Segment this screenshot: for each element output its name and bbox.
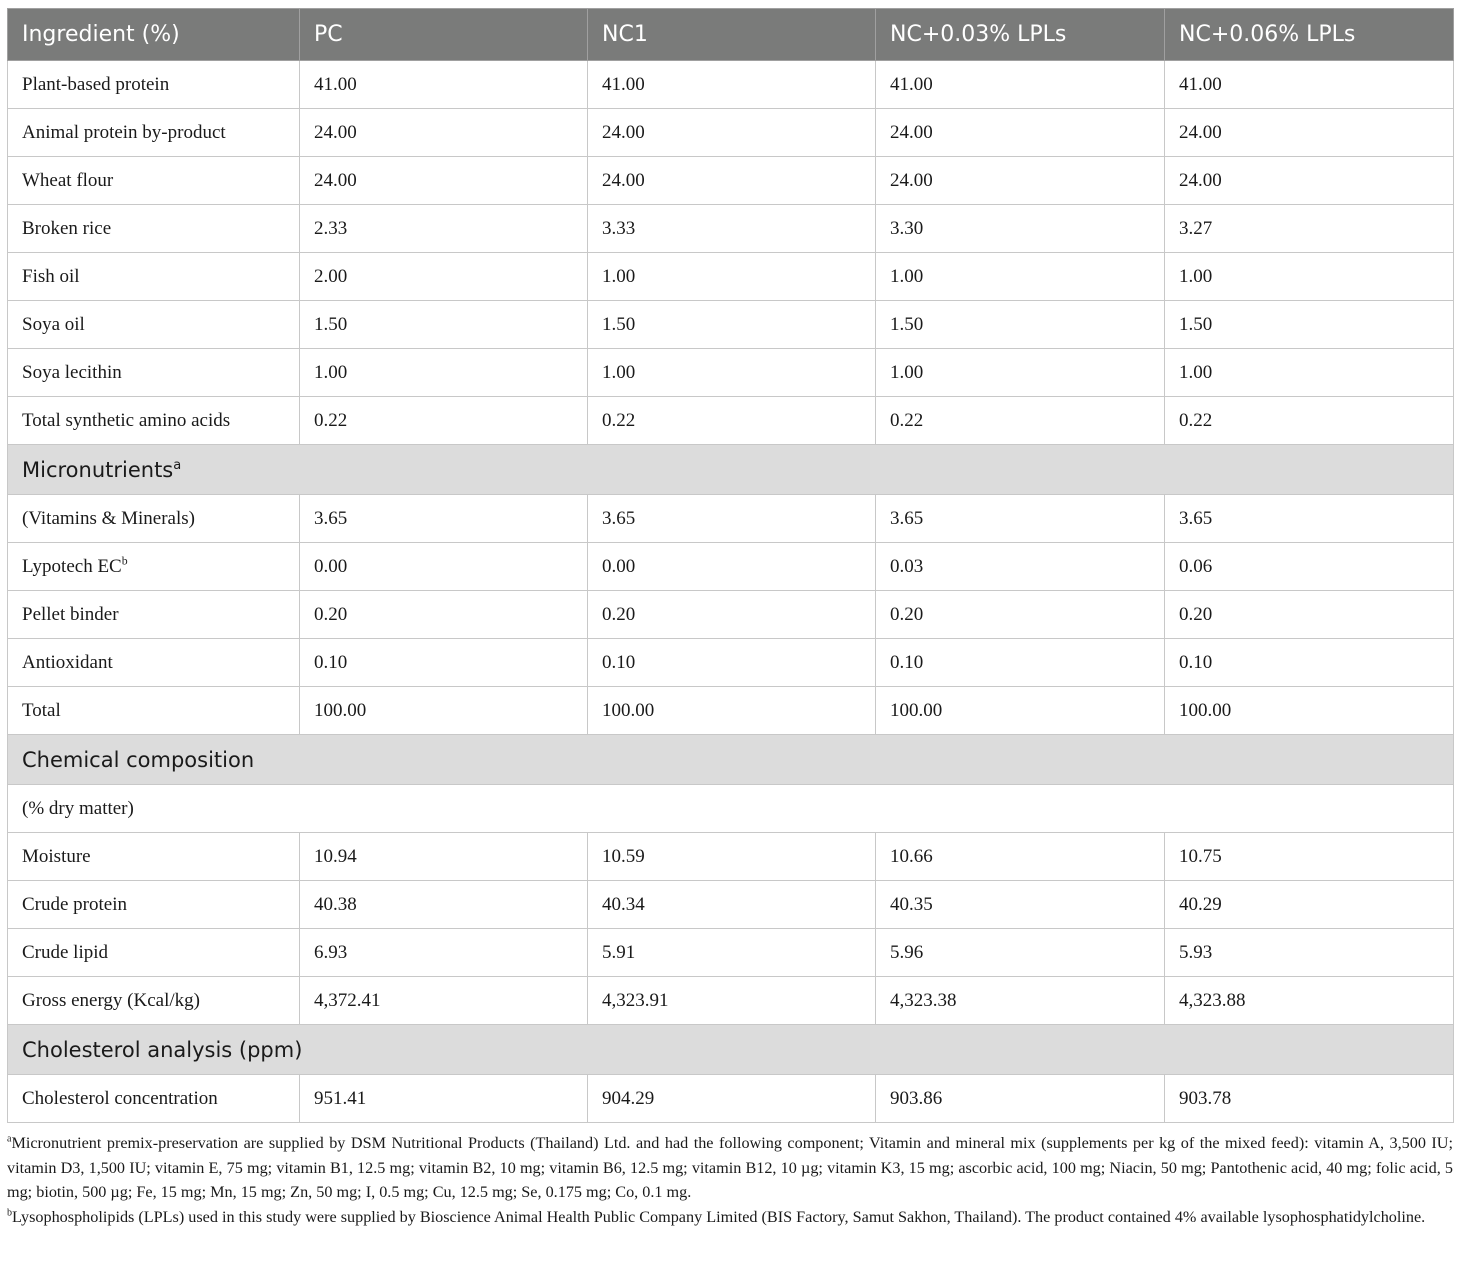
cell-value: 24.00 <box>876 157 1165 205</box>
cell-value: 40.35 <box>876 881 1165 929</box>
diet-composition-table-wrapper <box>7 8 1453 1123</box>
cell-value: 5.91 <box>588 929 876 977</box>
table-row <box>8 349 1454 397</box>
subheader-dry-matter: (% dry matter) <box>8 785 1454 833</box>
table-row <box>8 205 1454 253</box>
row-label-text: Lypotech EC <box>22 555 122 577</box>
cell-value: 3.65 <box>300 495 588 543</box>
table-row <box>8 591 1454 639</box>
cell-value: 0.10 <box>300 639 588 687</box>
cell-value: 0.20 <box>876 591 1165 639</box>
cell-value: 10.75 <box>1165 833 1454 881</box>
table-row <box>8 833 1454 881</box>
section-title: Cholesterol analysis (ppm) <box>8 1025 1454 1075</box>
table-row <box>8 253 1454 301</box>
cell-value: 4,372.41 <box>300 977 588 1025</box>
row-label: Wheat flour <box>8 157 300 205</box>
cell-value: 1.00 <box>588 253 876 301</box>
cell-value: 100.00 <box>1165 687 1454 735</box>
row-label: Total <box>8 687 300 735</box>
header-ingredient: Ingredient (%) <box>8 9 300 61</box>
row-label: Crude protein <box>8 881 300 929</box>
cell-value: 24.00 <box>588 157 876 205</box>
footnote-text: Micronutrient premix-preservation are supplied by DSM Nutritional Products (Thailand) Ltd. and had the following component; Vitamin and mineral mix (supplements per kg of the mixed feed): vitamin A, 3,500 IU; vitamin D3, 1,500 IU; vitamin E, 75 mg; vitamin B1, 12.5 mg; vitamin B2, 10 mg; vitamin B6, 12.5 mg; vitamin B12, 10 µg; vitamin K3, 15 mg; ascorbic acid, 100 mg; Niacin, 50 mg; Pantothenic acid, 40 mg; folic acid, 5 mg; biotin, 500 µg; Fe, 15 mg; Mn, 15 mg; Zn, 50 mg; I, 0.5 mg; Cu, 12.5 mg; Se, 0.175 mg; Co, 0.1 mg. <box>7 1134 1453 1201</box>
cell-value: 1.00 <box>876 349 1165 397</box>
section-row-cholesterol <box>8 1025 1454 1075</box>
cell-value: 0.20 <box>588 591 876 639</box>
cell-value: 1.50 <box>1165 301 1454 349</box>
row-label: Gross energy (Kcal/kg) <box>8 977 300 1025</box>
cell-value: 3.27 <box>1165 205 1454 253</box>
footnote-marker: a <box>173 457 182 473</box>
row-label: Pellet binder <box>8 591 300 639</box>
cell-value: 1.00 <box>300 349 588 397</box>
row-label: Total synthetic amino acids <box>8 397 300 445</box>
cell-value: 0.20 <box>300 591 588 639</box>
section-title <box>8 445 1454 495</box>
row-label: Broken rice <box>8 205 300 253</box>
cell-value: 951.41 <box>300 1075 588 1123</box>
cell-value: 10.66 <box>876 833 1165 881</box>
cell-value: 3.65 <box>588 495 876 543</box>
row-label: Plant-based protein <box>8 61 300 109</box>
cell-value: 24.00 <box>300 157 588 205</box>
footnote-a <box>7 1131 1453 1205</box>
footnote-b <box>7 1205 1453 1230</box>
cell-value: 3.30 <box>876 205 1165 253</box>
cell-value: 41.00 <box>300 61 588 109</box>
section-title-text: Micronutrients <box>22 457 174 482</box>
table-row <box>8 1075 1454 1123</box>
cell-value: 6.93 <box>300 929 588 977</box>
row-label: Animal protein by-product <box>8 109 300 157</box>
cell-value: 41.00 <box>588 61 876 109</box>
cell-value: 24.00 <box>1165 157 1454 205</box>
cell-value: 0.06 <box>1165 543 1454 591</box>
cell-value: 100.00 <box>300 687 588 735</box>
cell-value: 1.00 <box>1165 349 1454 397</box>
cell-value: 0.10 <box>588 639 876 687</box>
table-row <box>8 157 1454 205</box>
table-row <box>8 929 1454 977</box>
cell-value: 0.10 <box>1165 639 1454 687</box>
cell-value: 100.00 <box>876 687 1165 735</box>
header-pc: PC <box>300 9 588 61</box>
table-row <box>8 109 1454 157</box>
cell-value: 0.22 <box>1165 397 1454 445</box>
header-nc-006-lpls: NC+0.06% LPLs <box>1165 9 1454 61</box>
section-title: Chemical composition <box>8 735 1454 785</box>
cell-value: 40.29 <box>1165 881 1454 929</box>
cell-value: 3.33 <box>588 205 876 253</box>
cell-value: 3.65 <box>876 495 1165 543</box>
cell-value: 24.00 <box>876 109 1165 157</box>
footnote-marker: b <box>121 554 128 568</box>
cell-value: 1.50 <box>588 301 876 349</box>
cell-value: 2.33 <box>300 205 588 253</box>
cell-value: 0.22 <box>300 397 588 445</box>
cell-value: 24.00 <box>1165 109 1454 157</box>
cell-value: 41.00 <box>1165 61 1454 109</box>
table-row <box>8 61 1454 109</box>
cell-value: 4,323.88 <box>1165 977 1454 1025</box>
cell-value: 1.50 <box>300 301 588 349</box>
cell-value: 24.00 <box>300 109 588 157</box>
cell-value: 0.22 <box>588 397 876 445</box>
cell-value: 0.22 <box>876 397 1165 445</box>
cell-value: 904.29 <box>588 1075 876 1123</box>
cell-value: 0.00 <box>300 543 588 591</box>
header-nc-003-lpls: NC+0.03% LPLs <box>876 9 1165 61</box>
cell-value: 100.00 <box>588 687 876 735</box>
cell-value: 0.10 <box>876 639 1165 687</box>
row-label: Moisture <box>8 833 300 881</box>
footnote-marker: a <box>7 1133 12 1145</box>
section-row-chemical-composition <box>8 735 1454 785</box>
table-row <box>8 397 1454 445</box>
diet-composition-table <box>7 8 1454 1123</box>
table-row <box>8 639 1454 687</box>
table-row <box>8 687 1454 735</box>
cell-value: 40.34 <box>588 881 876 929</box>
cell-value: 1.50 <box>876 301 1165 349</box>
cell-value: 5.93 <box>1165 929 1454 977</box>
footnote-text: Lysophospholipids (LPLs) used in this study were supplied by Bioscience Animal Health Public Company Limited (BIS Factory, Samut Sakhon, Thailand). The product contained 4% available lysophosphatidylcholine. <box>12 1207 1426 1226</box>
header-nc1: NC1 <box>588 9 876 61</box>
cell-value: 10.59 <box>588 833 876 881</box>
table-row <box>8 543 1454 591</box>
cell-value: 24.00 <box>588 109 876 157</box>
row-label: Fish oil <box>8 253 300 301</box>
cell-value: 903.86 <box>876 1075 1165 1123</box>
cell-value: 5.96 <box>876 929 1165 977</box>
row-label: Soya lecithin <box>8 349 300 397</box>
cell-value: 903.78 <box>1165 1075 1454 1123</box>
row-label: Antioxidant <box>8 639 300 687</box>
footnote-marker: b <box>7 1207 13 1219</box>
cell-value: 40.38 <box>300 881 588 929</box>
cell-value: 4,323.38 <box>876 977 1165 1025</box>
cell-value: 0.20 <box>1165 591 1454 639</box>
cell-value: 1.00 <box>876 253 1165 301</box>
cell-value: 0.03 <box>876 543 1165 591</box>
table-row <box>8 301 1454 349</box>
section-row-micronutrients <box>8 445 1454 495</box>
row-label <box>8 543 300 591</box>
row-label: Soya oil <box>8 301 300 349</box>
table-row <box>8 881 1454 929</box>
row-label: (Vitamins & Minerals) <box>8 495 300 543</box>
row-label: Crude lipid <box>8 929 300 977</box>
table-footnotes <box>7 1131 1453 1229</box>
cell-value: 2.00 <box>300 253 588 301</box>
cell-value: 1.00 <box>1165 253 1454 301</box>
cell-value: 10.94 <box>300 833 588 881</box>
cell-value: 4,323.91 <box>588 977 876 1025</box>
table-subheader-row <box>8 785 1454 833</box>
cell-value: 3.65 <box>1165 495 1454 543</box>
table-row <box>8 495 1454 543</box>
cell-value: 41.00 <box>876 61 1165 109</box>
cell-value: 0.00 <box>588 543 876 591</box>
cell-value: 1.00 <box>588 349 876 397</box>
table-row <box>8 977 1454 1025</box>
header-row <box>8 9 1454 61</box>
row-label: Cholesterol concentration <box>8 1075 300 1123</box>
